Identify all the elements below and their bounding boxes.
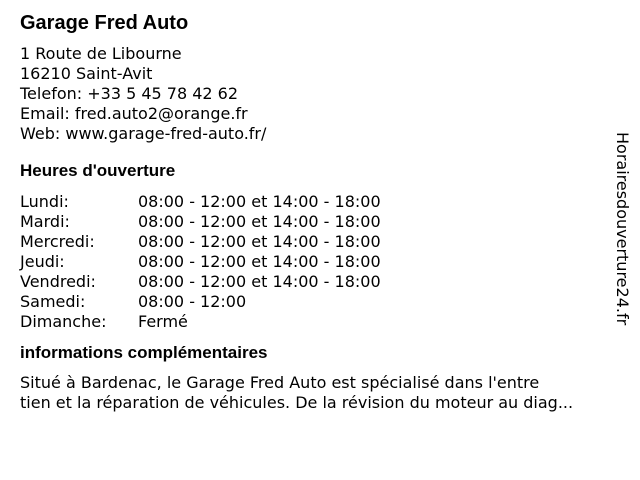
time-value: 08:00 - 12:00 et 14:00 - 18:00 <box>138 212 381 231</box>
business-card <box>20 10 620 413</box>
day-label: Mercredi: <box>20 232 95 251</box>
day-label: Lundi: <box>20 192 69 211</box>
hours-row-saturday <box>20 292 620 312</box>
address-city: 16210 Saint-Avit <box>20 64 153 83</box>
day-label: Dimanche: <box>20 312 107 331</box>
info-line: tien et la réparation de véhicules. De la révision du moteur au diag... <box>20 393 574 412</box>
phone-line: Telefon: +33 5 45 78 42 62 <box>20 84 239 103</box>
email-line: Email: fred.auto2@orange.fr <box>20 104 248 123</box>
time-value: 08:00 - 12:00 et 14:00 - 18:00 <box>138 272 381 291</box>
hours-row-thursday <box>20 252 620 272</box>
additional-info-heading: informations complémentaires <box>20 343 268 362</box>
site-watermark: Horairesdouverture24.fr <box>613 132 632 326</box>
info-line: Situé à Bardenac, le Garage Fred Auto est spécialisé dans l'entre <box>20 373 540 392</box>
day-label: Jeudi: <box>20 252 65 271</box>
address-street: 1 Route de Libourne <box>20 44 182 63</box>
day-label: Vendredi: <box>20 272 96 291</box>
additional-info-text <box>20 373 625 413</box>
time-value: 08:00 - 12:00 <box>138 292 247 311</box>
hours-row-friday <box>20 272 620 292</box>
time-value: 08:00 - 12:00 et 14:00 - 18:00 <box>138 252 381 271</box>
opening-hours-heading: Heures d'ouverture <box>20 161 176 180</box>
time-value: 08:00 - 12:00 et 14:00 - 18:00 <box>138 232 381 251</box>
hours-row-tuesday <box>20 212 620 232</box>
business-name: Garage Fred Auto <box>20 12 189 34</box>
day-label: Mardi: <box>20 212 70 231</box>
day-label: Samedi: <box>20 292 86 311</box>
hours-row-wednesday <box>20 232 620 252</box>
hours-row-sunday <box>20 312 620 332</box>
contact-block <box>20 44 620 144</box>
hours-row-monday <box>20 192 620 212</box>
time-value: 08:00 - 12:00 et 14:00 - 18:00 <box>138 192 381 211</box>
website-line: Web: www.garage-fred-auto.fr/ <box>20 124 267 143</box>
opening-hours-table <box>20 192 620 332</box>
time-value: Fermé <box>138 312 188 331</box>
